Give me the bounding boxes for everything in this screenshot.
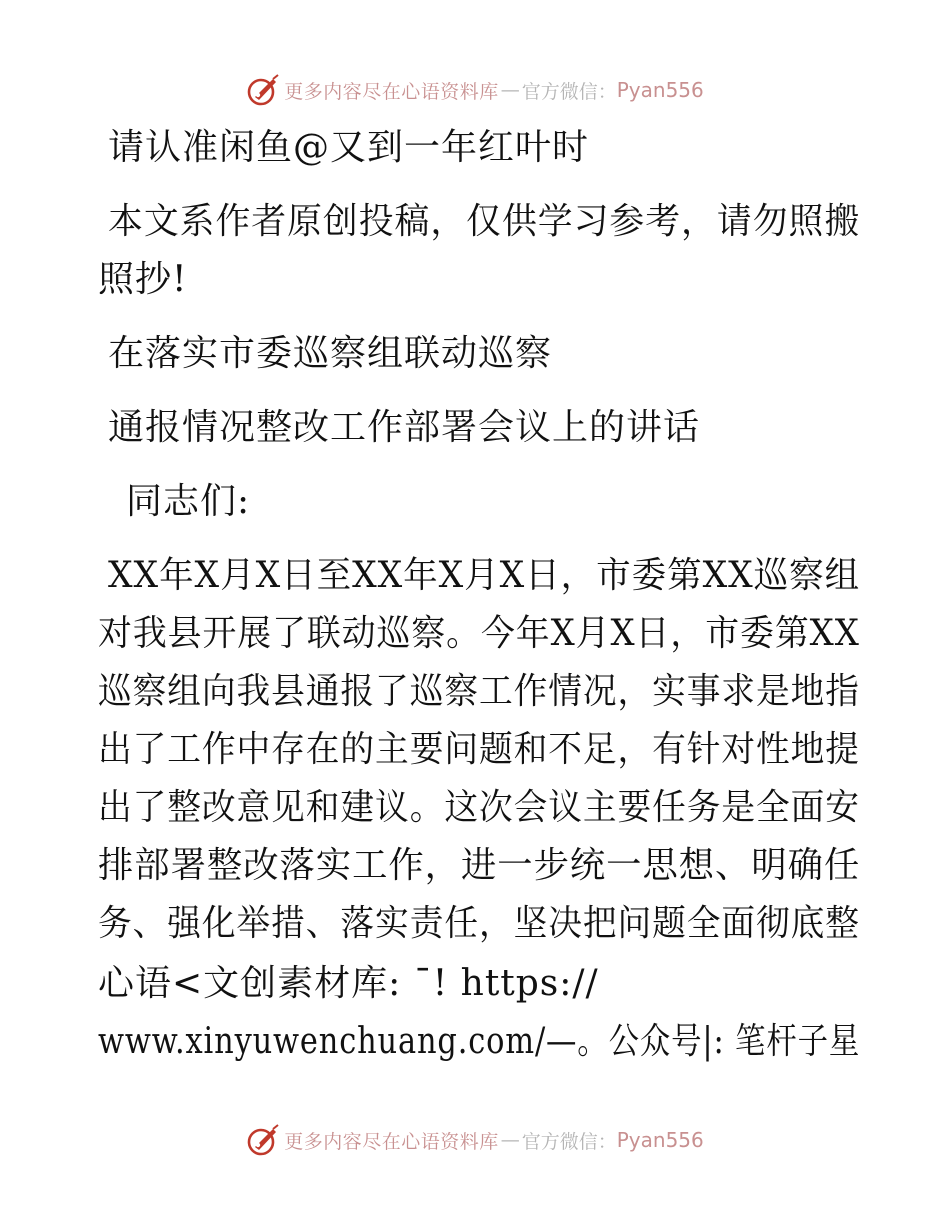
banner-wechat-label: 官方微信： [521, 1130, 617, 1153]
salutation: 同志们: [126, 481, 251, 522]
banner-site-text: 更多内容尽在心语资料库 [284, 1130, 499, 1153]
body-line-3: 巡察组向我县通报了巡察工作情况，实事求是地指 [98, 671, 860, 712]
quill-logo-icon [246, 1123, 280, 1157]
banner-site-text: 更多内容尽在心语资料库 [284, 80, 499, 103]
title-line-1: 在落实市委巡察组联动巡察 [108, 333, 553, 374]
banner-wechat-label: 官方微信： [521, 80, 617, 103]
banner-wechat-id: Pyan556 [616, 1128, 704, 1152]
body-line-5: 出了整改意见和建议。这次会议主要任务是全面安 [98, 787, 860, 828]
source-line-2: www.xinyuwenchuang.com/—。公众号|: 笔杆子星 [98, 1021, 861, 1062]
banner-wechat-id: Pyan556 [616, 78, 704, 102]
copyright-line-1: 本文系作者原创投稿，仅供学习参考，请勿照搬 [108, 201, 861, 242]
notice-line: 请认准闲鱼@又到一年红叶时 [108, 127, 590, 168]
banner-separator: — [500, 79, 520, 101]
quill-logo-icon [246, 73, 280, 107]
source-line-1: 心语<文创素材库: ¯! https:// [98, 963, 599, 1004]
body-line-2: 对我县开展了联动巡察。今年X月X日，市委第XX [98, 613, 860, 654]
body-line-1: XX年X月X日至XX年X月X日，市委第XX巡察组 [108, 555, 861, 596]
header-watermark-banner [0, 70, 950, 110]
copyright-line-2: 照抄! [98, 259, 188, 300]
footer-watermark-banner [0, 1120, 950, 1160]
body-line-7: 务、强化举措、落实责任，坚决把问题全面彻底整 [98, 903, 860, 944]
body-line-6: 排部署整改落实工作，进一步统一思想、明确任 [98, 845, 861, 886]
banner-separator: — [500, 1129, 520, 1151]
body-line-4: 出了工作中存在的主要问题和不足，有针对性地提 [98, 729, 860, 770]
title-line-2: 通报情况整改工作部署会议上的讲话 [108, 407, 701, 448]
